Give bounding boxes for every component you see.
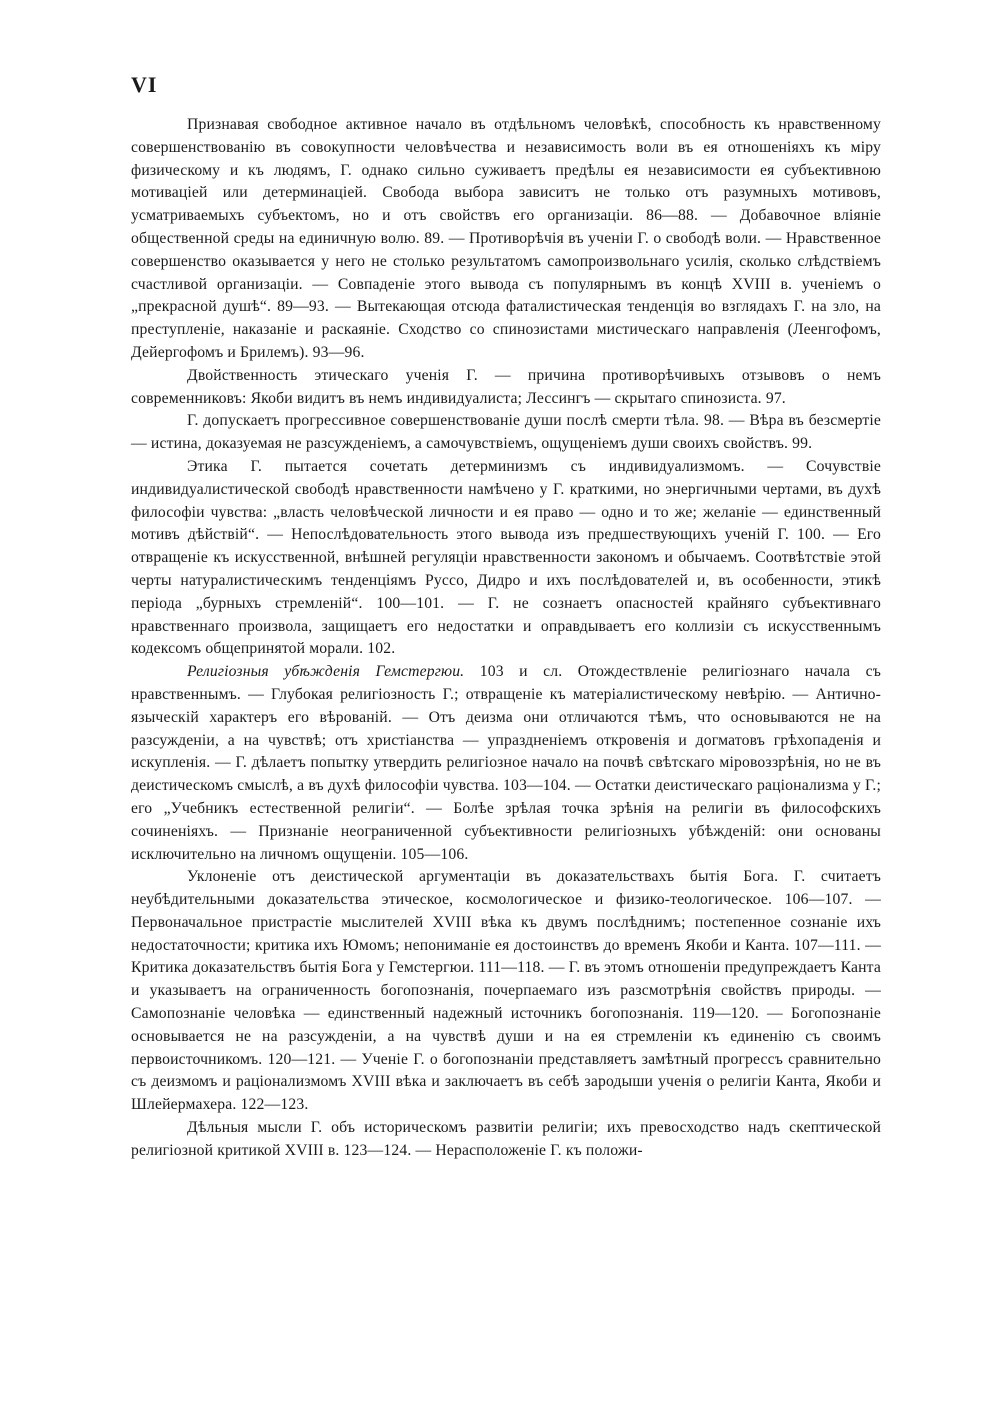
section-heading-religious-beliefs: Религіозныя убѣжденія Гемстергюи. (187, 663, 465, 681)
page-number: VI (131, 72, 158, 97)
text-column (131, 114, 881, 1163)
paragraph-dual-ethics: Двойственность этическаго ученія Г. — причина противорѣчивыхъ отзывовъ о немъ современниковъ: Якоби видитъ въ немъ индивидуалиста; Лессингъ — скрытаго спинозиста. 97. (131, 366, 881, 407)
paragraph-proofs-of-god: Уклоненіе отъ деистической аргументаціи въ доказательствахъ бытія Бога. Г. считаетъ неубѣдительными доказательства этическое, космологическое и физико-теологическое. 106—107. — Первоначальное пристрастіе мыслителей XVIII вѣка къ двумъ послѣднимъ; постепенное сознаніе ихъ недостаточности; критика ихъ Юмомъ; непониманіе ея достоинствъ до временъ Якоби и Канта. 107—111. — Критика доказательствъ бытія Бога у Гемстергюи. 111—118. — Г. въ этомъ отношеніи предупреждаетъ Канта и указываетъ на ограниченность богопознанія, почерпаемаго изъ разсмотрѣнія свойствъ природы. — Самопознаніе человѣка — единственный надежный источникъ богопознанія. 119—120. — Богопознаніе основывается не на разсужденіи, а на чувствѣ души и на ея стремленіи къ единенію съ своимъ первоисточникомъ. 120—121. — Ученіе Г. о богопознаніи представляетъ замѣтный прогрессъ сравнительно съ деизмомъ и раціонализмомъ XVIII вѣка и заключаетъ въ себѣ зародыши ученія о религіи Канта, Якоби и Шлейермахера. 122—123. (131, 868, 881, 1114)
paragraph-history-of-religion: Дѣльныя мысли Г. объ историческомъ развитіи религіи; ихъ превосходство надъ скептической религіозной критикой XVIII в. 123—124. — Нерасположеніе Г. къ положи- (131, 1119, 881, 1159)
paragraph-religious-beliefs-text: 103 и сл. Отождествленіе религіознаго начала съ нравственнымъ. — Глубокая религіозность Г.; отвращеніе къ матеріалистическому невѣрію. — Антично-языческій характеръ его вѣрованій. — Отъ деизма они отличаются тѣмъ, что основываются не на разсужденіи, а на чувствѣ; отъ христіанства — упраздненіемъ откровенія и догматовъ грѣхопаденія и искупленія. — Г. дѣлаетъ попытку утвердить религіозное начало на почвѣ свѣтскаго міровоззрѣнія, но не въ деистическомъ смыслѣ, а въ духѣ философіи чувства. 103—104. — Остатки деистическаго раціонализма у Г.; его „Учебникъ естественной религіи“. — Болѣе зрѣлая точка зрѣнія на религіи въ философскихъ сочиненіяхъ. — Признаніе неограниченной субъективности религіозныхъ убѣжденій: они основаны исключительно на личномъ ощущеніи. 105—106. (131, 663, 881, 863)
paragraph-determinism-individualism: Этика Г. пытается сочетать детерминизмъ съ индивидуализмомъ. — Сочувствіе индивидуалистической свободѣ нравственности намѣчено у Г. краткими, но энергичными чертами, въ духѣ философіи чувства: „власть человѣческой личности и ея право — одно и то же; желаніе — единственный мотивъ дѣйствій“. — Непослѣдовательность этого вывода изъ предшествующихъ ученій Г. 100. — Его отвращеніе къ искусственной, внѣшней регуляціи нравственности закономъ и обычаемъ. Соотвѣтствіе этой черты натуралистическимъ тенденціямъ Руссо, Дидро и ихъ послѣдователей и, въ особенности, этикѣ періода „бурныхъ стремленій“. 100—101. — Г. не сознаетъ опасностей крайняго субъективнаго нравственнаго произвола, защищаетъ его недостатки и оправдываетъ его коллизіи съ искусственнымъ кодексомъ общепринятой морали. 102. (131, 457, 881, 658)
paragraph-immortality: Г. допускаетъ прогрессивное совершенствованіе души послѣ смерти тѣла. 98. — Вѣра въ безсмертіе — истина, доказуемая не разсужденіемъ, а самочувствіемъ, ощущеніемъ души своихъ свойствъ. 99. (131, 412, 881, 453)
paragraph-freedom-of-will: Признавая свободное активное начало въ отдѣльномъ человѣкѣ, способность къ нравственному совершенствованію въ совокупности человѣчества и независимость воли въ ея отношеніяхъ къ міру физическому и къ людямъ, Г. однако сильно суживаетъ предѣлы ея независимости ея субъективною мотиваціей или детерминаціей. Свобода выбора зависитъ не только отъ разумныхъ мотивовъ, усматриваемыхъ субъектомъ, но и отъ свойствъ его организаціи. 86—88. — Добавочное вліяніе общественной среды на единичную волю. 89. — Противорѣчія въ ученіи Г. о свободѣ воли. — Нравственное совершенство оказывается у него не столько результатомъ самопроизвольнаго усилія, сколько слѣдствіемъ счастливой организаціи. — Совпаденіе этого вывода съ популярнымъ въ концѣ XVIII в. ученіемъ о „прекрасной душѣ“. 89—93. — Вытекающая отсюда фаталистическая тенденція во взглядахъ Г. на зло, на преступленіе, наказаніе и раскаяніе. Сходство со спинозистами мистическаго направленія (Леенгофомъ, Дейергофомъ и Брилемъ). 93—96. (131, 116, 881, 361)
paragraph-religious-beliefs (131, 661, 881, 866)
